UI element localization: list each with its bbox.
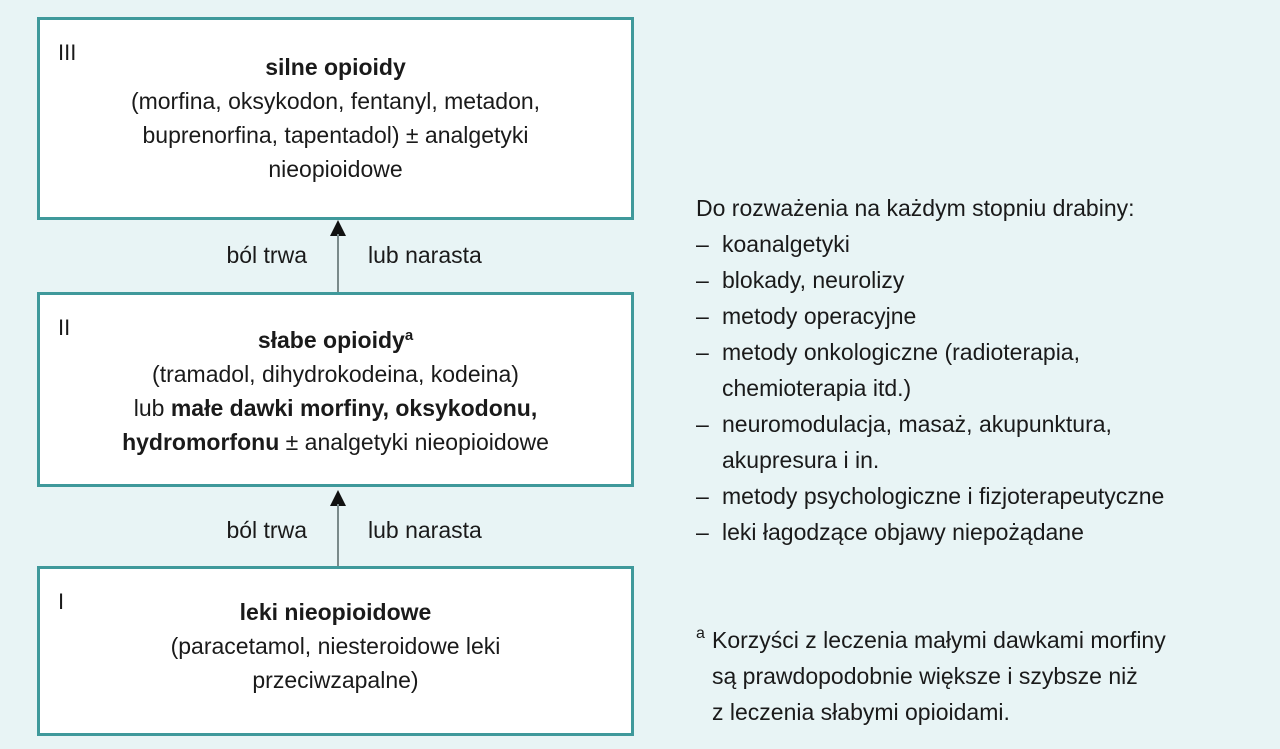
connector-label-left: ból trwa [226,517,307,543]
escalation-connector-lower [0,487,640,567]
dash-bullet-icon: – [696,483,709,509]
list-item: – metody onkologiczne (radioterapia, chemioterapia itd.) [696,334,1192,406]
step-2-line: hydromorfonu ± analgetyki nieopioidowe [122,429,549,455]
step-1-number: I [58,589,65,614]
step-1-title: leki nieopioidowe [239,599,432,625]
step-2-title: słabe opioidy$^a$ [257,327,414,353]
list-item: – neuromodulacja, masaż, akupunktura, akupresura i in. [696,406,1192,478]
connector-line [337,504,339,567]
step-2-box [37,292,634,487]
footnote-ref: a [404,327,414,344]
dash-bullet-icon: – [696,303,709,329]
considerations-panel [696,190,1276,550]
step-1-box [37,566,634,736]
dash-bullet-icon: – [696,339,709,365]
step-1-line: (paracetamol, niesteroidowe leki [170,633,501,659]
step-2-number: II [58,315,71,340]
footnote-line: z leczenia słabymi opioidami. [712,699,1010,725]
step-3-number: III [58,40,77,65]
considerations-heading: Do rozważenia na każdym stopniu drabiny: [696,195,1135,221]
step-3-line: buprenorfina, tapentadol) ± analgetyki [142,122,529,148]
connector-label-left: ból trwa [226,242,307,268]
connector-label-right: lub narasta [368,517,482,543]
list-item: – metody psychologiczne i fizjoterapeutyczne [696,478,1276,514]
step-2-line: (tramadol, dihydrokodeina, kodeina) [152,361,519,387]
dash-bullet-icon: – [696,231,709,257]
step-3-content [40,50,631,186]
footnote-line: Korzyści z leczenia małymi dawkami morfiny [712,627,1166,653]
list-item: – blokady, neurolizy [696,262,1276,298]
footnote-mark: a [696,625,705,642]
step-1-line: przeciwzapalne) [252,667,419,693]
list-item: – koanalgetyki [696,226,1276,262]
footnote [696,622,1276,730]
list-item: – metody operacyjne [696,298,1276,334]
dash-bullet-icon: – [696,411,709,437]
dash-bullet-icon: – [696,267,709,293]
dash-bullet-icon: – [696,519,709,545]
connector-line [337,234,339,293]
list-item: – leki łagodzące objawy niepożądane [696,514,1276,550]
considerations-list [696,226,1276,550]
step-3-box [37,17,634,220]
step-3-title: silne opioidy [265,54,406,80]
step-2-line: lub małe dawki morfiny, oksykodonu, [133,395,538,421]
step-1-content [40,595,631,697]
step-2-content [40,323,631,459]
step-3-line: (morfina, oksykodon, fentanyl, metadon, [130,88,541,114]
connector-label-right: lub narasta [368,242,482,268]
step-3-line: nieopioidowe [268,156,403,182]
escalation-connector-upper [0,220,640,293]
footnote-line: są prawdopodobnie większe i szybsze niż [712,663,1138,689]
